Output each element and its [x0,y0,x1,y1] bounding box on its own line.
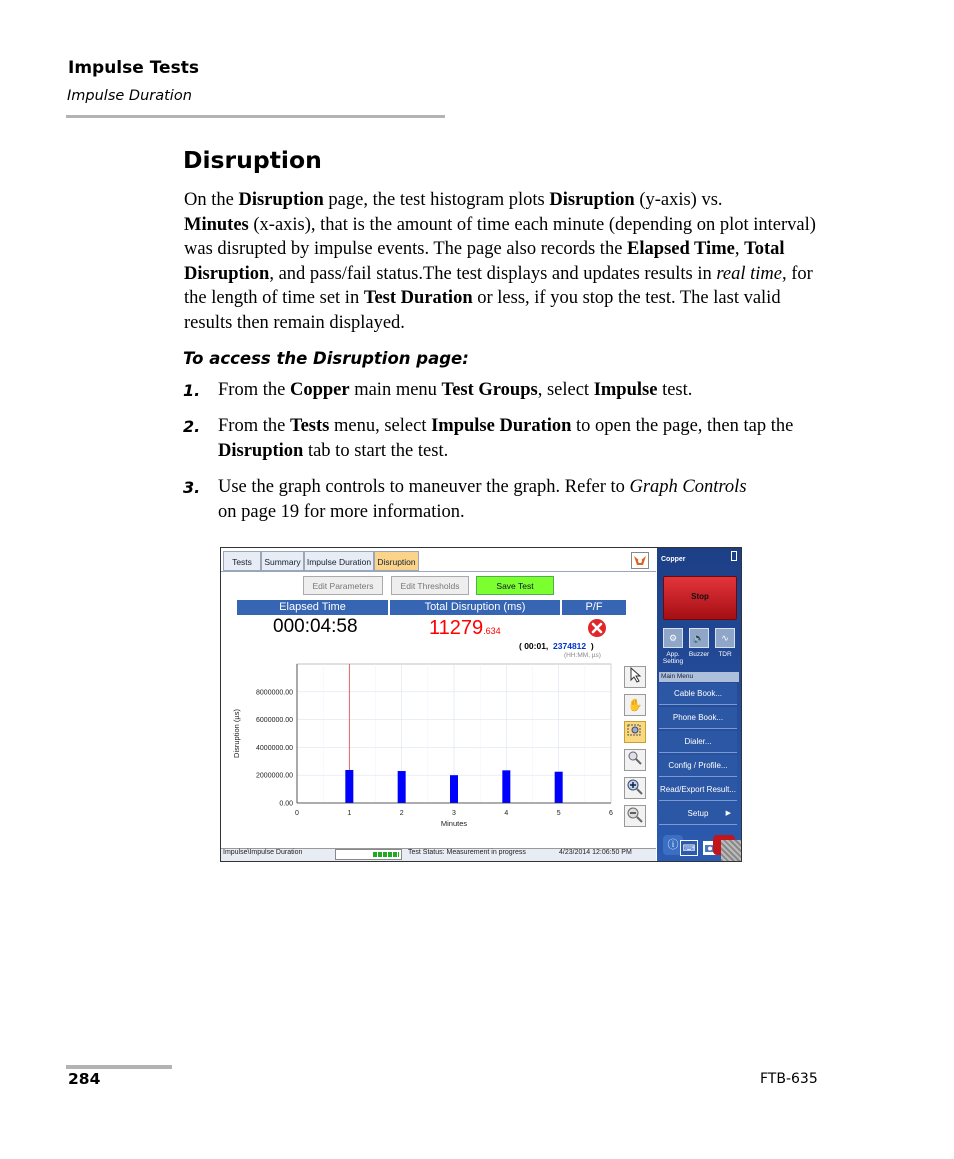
chart-bar [502,770,510,803]
phone-book-menu-item[interactable]: Phone Book... [659,707,737,729]
tdr-icon[interactable]: ∿ [715,628,735,648]
header-rule [66,115,445,118]
footer-rule [66,1065,172,1069]
total-disruption-header: Total Disruption (ms) [390,600,560,615]
test-status: Test Status: Measurement in progress [408,849,526,856]
elapsed-time-value: 000:04:58 [273,616,358,637]
step-text: From the Tests menu, select Impulse Duration to open the page, then tap the Disruption tab to start the test. [218,416,794,461]
x-tick-label: 1 [347,810,352,817]
tab-disruption[interactable]: Disruption [374,551,419,571]
read-export-menu-item[interactable]: Read/Export Result... [659,779,737,801]
hand-pan-icon[interactable]: ✋ [624,694,646,716]
y-tick-label: 4000000.00 [256,744,293,752]
device-screenshot [220,547,742,862]
step-text: From the Copper main menu Test Groups, select Impulse test. [218,380,693,400]
pf-header: P/F [562,600,626,615]
edit-thresholds-button[interactable]: Edit Thresholds [391,576,469,595]
step-number: 1. [183,381,201,400]
disruption-chart [221,660,621,835]
chart-bar [398,771,406,803]
status-datetime: 4/23/2014 12:06:50 PM [559,849,632,856]
main-menu-label: Main Menu [659,672,739,682]
edit-parameters-button[interactable]: Edit Parameters [303,576,383,595]
status-path: Impulse\Impulse Duration [223,849,303,856]
y-tick-label: 8000000.00 [256,689,293,697]
setup-label: Setup [687,809,709,818]
tab-tests[interactable]: Tests [223,551,261,571]
fail-status-icon [587,618,607,638]
x-tick-label: 5 [556,810,561,817]
x-axis-label: Minutes [440,819,468,828]
tab-impulse-duration[interactable]: Impulse Duration [304,551,374,571]
step-text: Use the graph controls to maneuver the graph. Refer to Graph Controls on page 19 for more information. [218,477,747,522]
chart-bar [555,772,563,803]
cable-book-menu-item[interactable]: Cable Book... [659,683,737,705]
app-setting-label: App. Setting [662,651,684,665]
page-title: Disruption [183,146,322,174]
chart-bar [450,775,458,803]
keyboard-icon[interactable]: ⌨ [680,840,698,856]
tab-bar-line [221,571,656,572]
x-tick-label: 3 [452,810,456,817]
y-tick-label: 0.00 [279,800,293,808]
step-number: 2. [183,417,201,436]
procedure-title: To access the Disruption page: [183,349,469,368]
x-tick-label: 2 [399,810,404,817]
pointer-icon[interactable] [624,666,646,688]
tab-summary[interactable]: Summary [261,551,304,571]
battery-icon [731,551,737,561]
product-name: FTB-635 [760,1071,818,1087]
y-axis-label: Disruption (µs) [232,709,241,758]
x-tick-label: 4 [504,810,509,817]
resize-grip [721,840,741,861]
elapsed-time-header: Elapsed Time [237,600,388,615]
dialer-menu-item[interactable]: Dialer... [659,731,737,753]
chevron-right-icon: ▶ [725,810,731,817]
running-header-subsection: Impulse Duration [67,88,192,104]
chart-bar [345,770,353,803]
x-tick-label: 6 [609,810,613,817]
zoom-in-icon[interactable] [624,777,646,799]
info-icon[interactable]: ⓘ [663,835,683,855]
right-panel-title: Copper [661,556,686,563]
y-tick-label: 2000000.00 [256,772,293,780]
y-tick-label: 6000000.00 [256,717,293,725]
zoom-icon[interactable] [624,749,646,771]
running-header-section: Impulse Tests [68,58,199,78]
peak-units: (HH:MM, µs) [564,652,601,659]
app-logo-icon[interactable] [631,552,649,569]
intro-paragraph: On the Disruption page, the test histogram plots Disruption (y-axis) vs. Minutes (x-axis), that is the amount of time each minute (depending on plot interval) was disrupted by impulse events. The page also records the Elapsed Time, Total Disruption, and pass/fail status.The test displays and updates results in real time, for the length of time set in Test Duration or less, if you stop the test. The last valid results then remain displayed. [184,190,816,333]
config-profile-menu-item[interactable]: Config / Profile... [659,755,737,777]
tdr-label: TDR [718,651,732,658]
x-tick-label: 0 [295,810,299,817]
buzzer-label: Buzzer [688,651,710,658]
page-number: 284 [68,1070,101,1088]
stop-button[interactable]: Stop [663,576,737,620]
peak-disruption: ( 00:01, 2374812 ) [519,641,594,651]
progress-indicator [335,849,402,860]
buzzer-icon[interactable]: 🔈 [689,628,709,648]
step-number: 3. [183,478,201,497]
zoom-area-icon[interactable] [624,721,646,743]
setup-menu-item[interactable] [659,803,737,825]
save-test-button[interactable]: Save Test [476,576,554,595]
zoom-out-icon[interactable] [624,805,646,827]
total-disruption-value: 11279.634 [429,617,501,639]
app-setting-icon[interactable]: ⚙ [663,628,683,648]
